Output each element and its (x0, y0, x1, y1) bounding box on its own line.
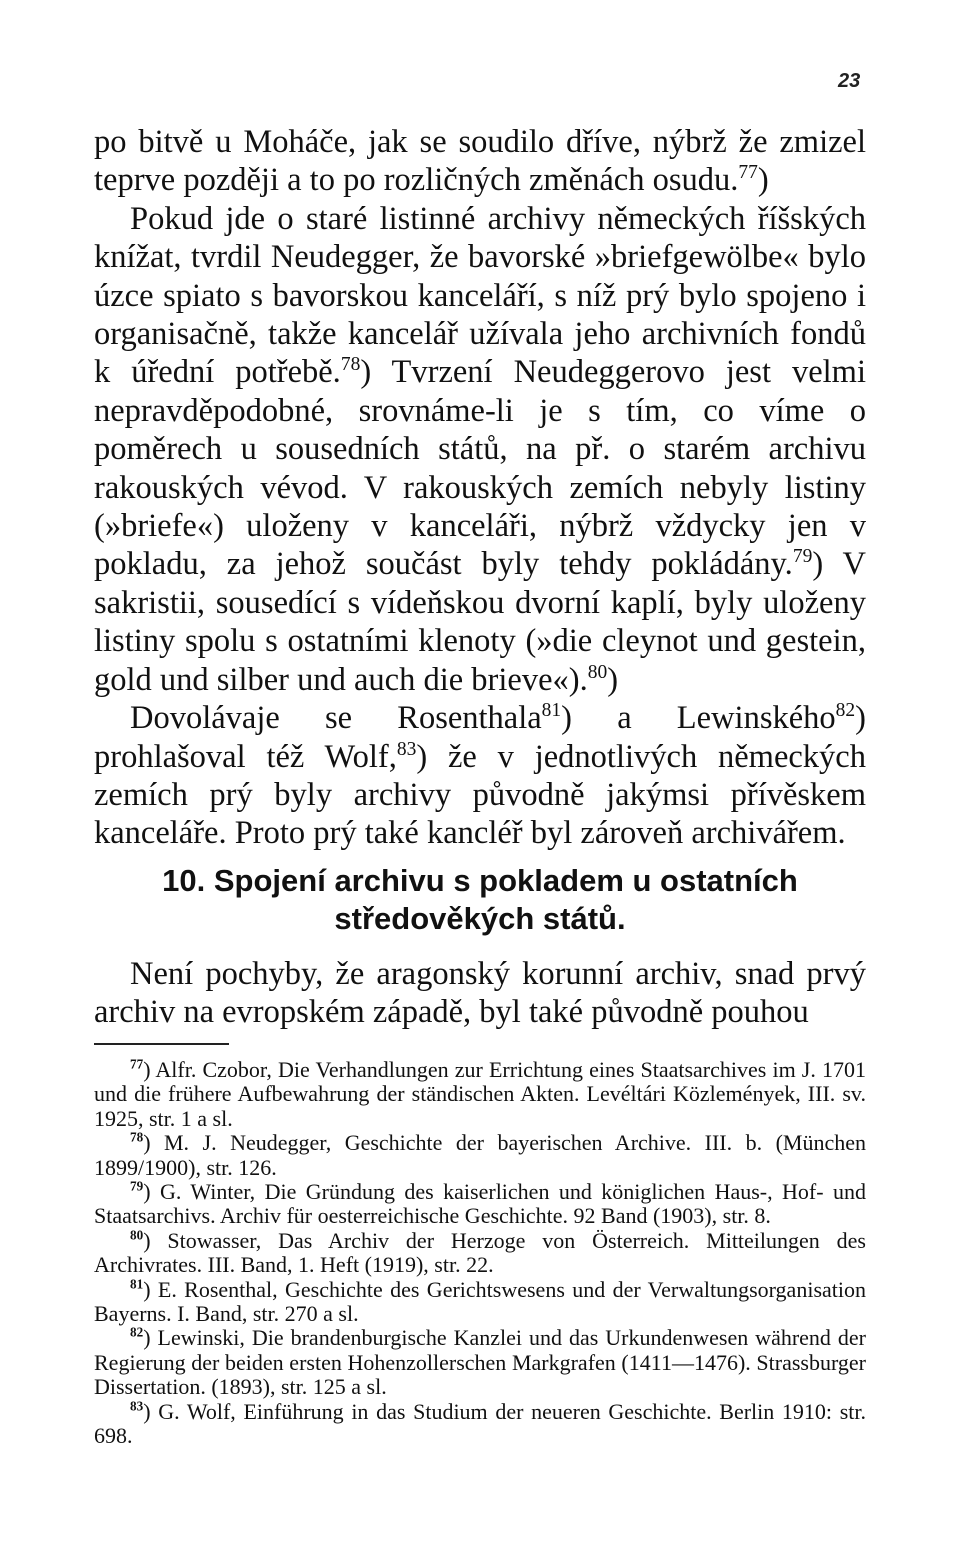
footnotes (94, 1058, 866, 1449)
footnote-ref: 81 (541, 700, 562, 722)
footnote-ref: 83 (396, 738, 417, 760)
footnote-ref: 82 (835, 700, 856, 722)
paragraph: Dovolávaje se Rosenthala$^{81}$) a Lewinského$^{82}$) prohlašoval též Wolf,$^{83}$) že v jednotlivých německých zemích prý byly archivy původně jakýmsi přívěskem kanceláře. Proto prý také kancléř byl zároveň archivářem. (94, 700, 866, 852)
footnote-ref: 79 (792, 546, 813, 568)
footnote: $^{82}$) Lewinski, Die brandenburgische Kanzlei und das Urkundenwesen während der Regierung der beiden ersten Hohenzollerschen Markgrafen (1411—1476). Strassburger Dissertation. (1893), str. 125 a sl. (94, 1325, 866, 1400)
footnote-ref: 80 (587, 661, 608, 683)
footnote-divider (94, 1043, 229, 1045)
section-title: Spojení archivu s pokladem u ostatních středověkých států. (213, 863, 798, 936)
paragraph: Není pochyby, že aragonský korunní archiv, snad prvý archiv na evropském západě, byl také původně pouhou (94, 956, 866, 1031)
paragraph: Pokud jde o staré listinné archivy německých říšských knížat, tvrdil Neudegger, že bavorské »briefgewölbe« bylo úzce spiato s bavorskou kanceláří, s níž prý bylo spojeno i organisačně, takže kancelář užívala jeho archivních fondů k úřední potřebě.$^{78}$) Tvrzení Neudeggerovo jest velmi nepravděpodobné, srovnáme-li je s tím, co víme o poměrech u sousedních států, na př. o starém archivu rakouských vévod. V rakouských zemích nebyly listiny (»briefe«) uloženy v kanceláři, nýbrž vždycky jen v pokladu, za jehož součást byly tehdy pokládány.$^{79}$) V sakristii, sousedící s vídeňskou dvorní kaplí, byly uloženy listiny spolu s ostatními klenoty (»die cleynot und gestein, gold und silber und auch die brieve«).$^{80}$) (94, 200, 866, 698)
footnote: $^{79}$) G. Winter, Die Gründung des kaiserlichen und königlichen Haus-, Hof- und Staatsarchivs. Archiv für oesterreichische Geschichte. 92 Band (1903), str. 8. (94, 1178, 866, 1229)
footnote: $^{78}$) M. J. Neudegger, Geschichte der bayerischen Archive. III. b. (München 1899/1900), str. 126. (94, 1129, 867, 1180)
footnote: $^{80}$) Stowasser, Das Archiv der Herzoge von Österreich. Mitteilungen des Archivrates. III. Band, 1. Heft (1919), str. 22. (94, 1227, 866, 1278)
footnote-ref: 77 (738, 162, 758, 184)
section-heading (94, 862, 866, 938)
page-number: 23 (838, 70, 861, 92)
footnote-ref: 78 (340, 354, 361, 376)
paragraph: po bitvě u Moháče, jak se soudilo dříve, nýbrž že zmizel teprve později a to po rozličných změnách osudu.$^{77}$) (94, 124, 866, 199)
section-number: 10. (162, 863, 206, 898)
footnote: $^{83}$) G. Wolf, Einführung in das Studium der neueren Geschichte. Berlin 1910: str. 698. (94, 1398, 866, 1449)
footnote: $^{77}$) Alfr. Czobor, Die Verhandlungen zur Errichtung eines Staatsarchives im J. 1701 und die frühere Aufbewahrung der ständischen Akten. Levéltári Közlemények, III. sv. 1925, str. 1 a sl. (94, 1056, 866, 1131)
body-text (94, 123, 866, 853)
footnote: $^{81}$) E. Rosenthal, Geschichte des Gerichtswesens und der Verwaltungsorganisation Bayerns. I. Band, str. 270 a sl. (94, 1276, 866, 1327)
section-body (94, 955, 866, 1032)
